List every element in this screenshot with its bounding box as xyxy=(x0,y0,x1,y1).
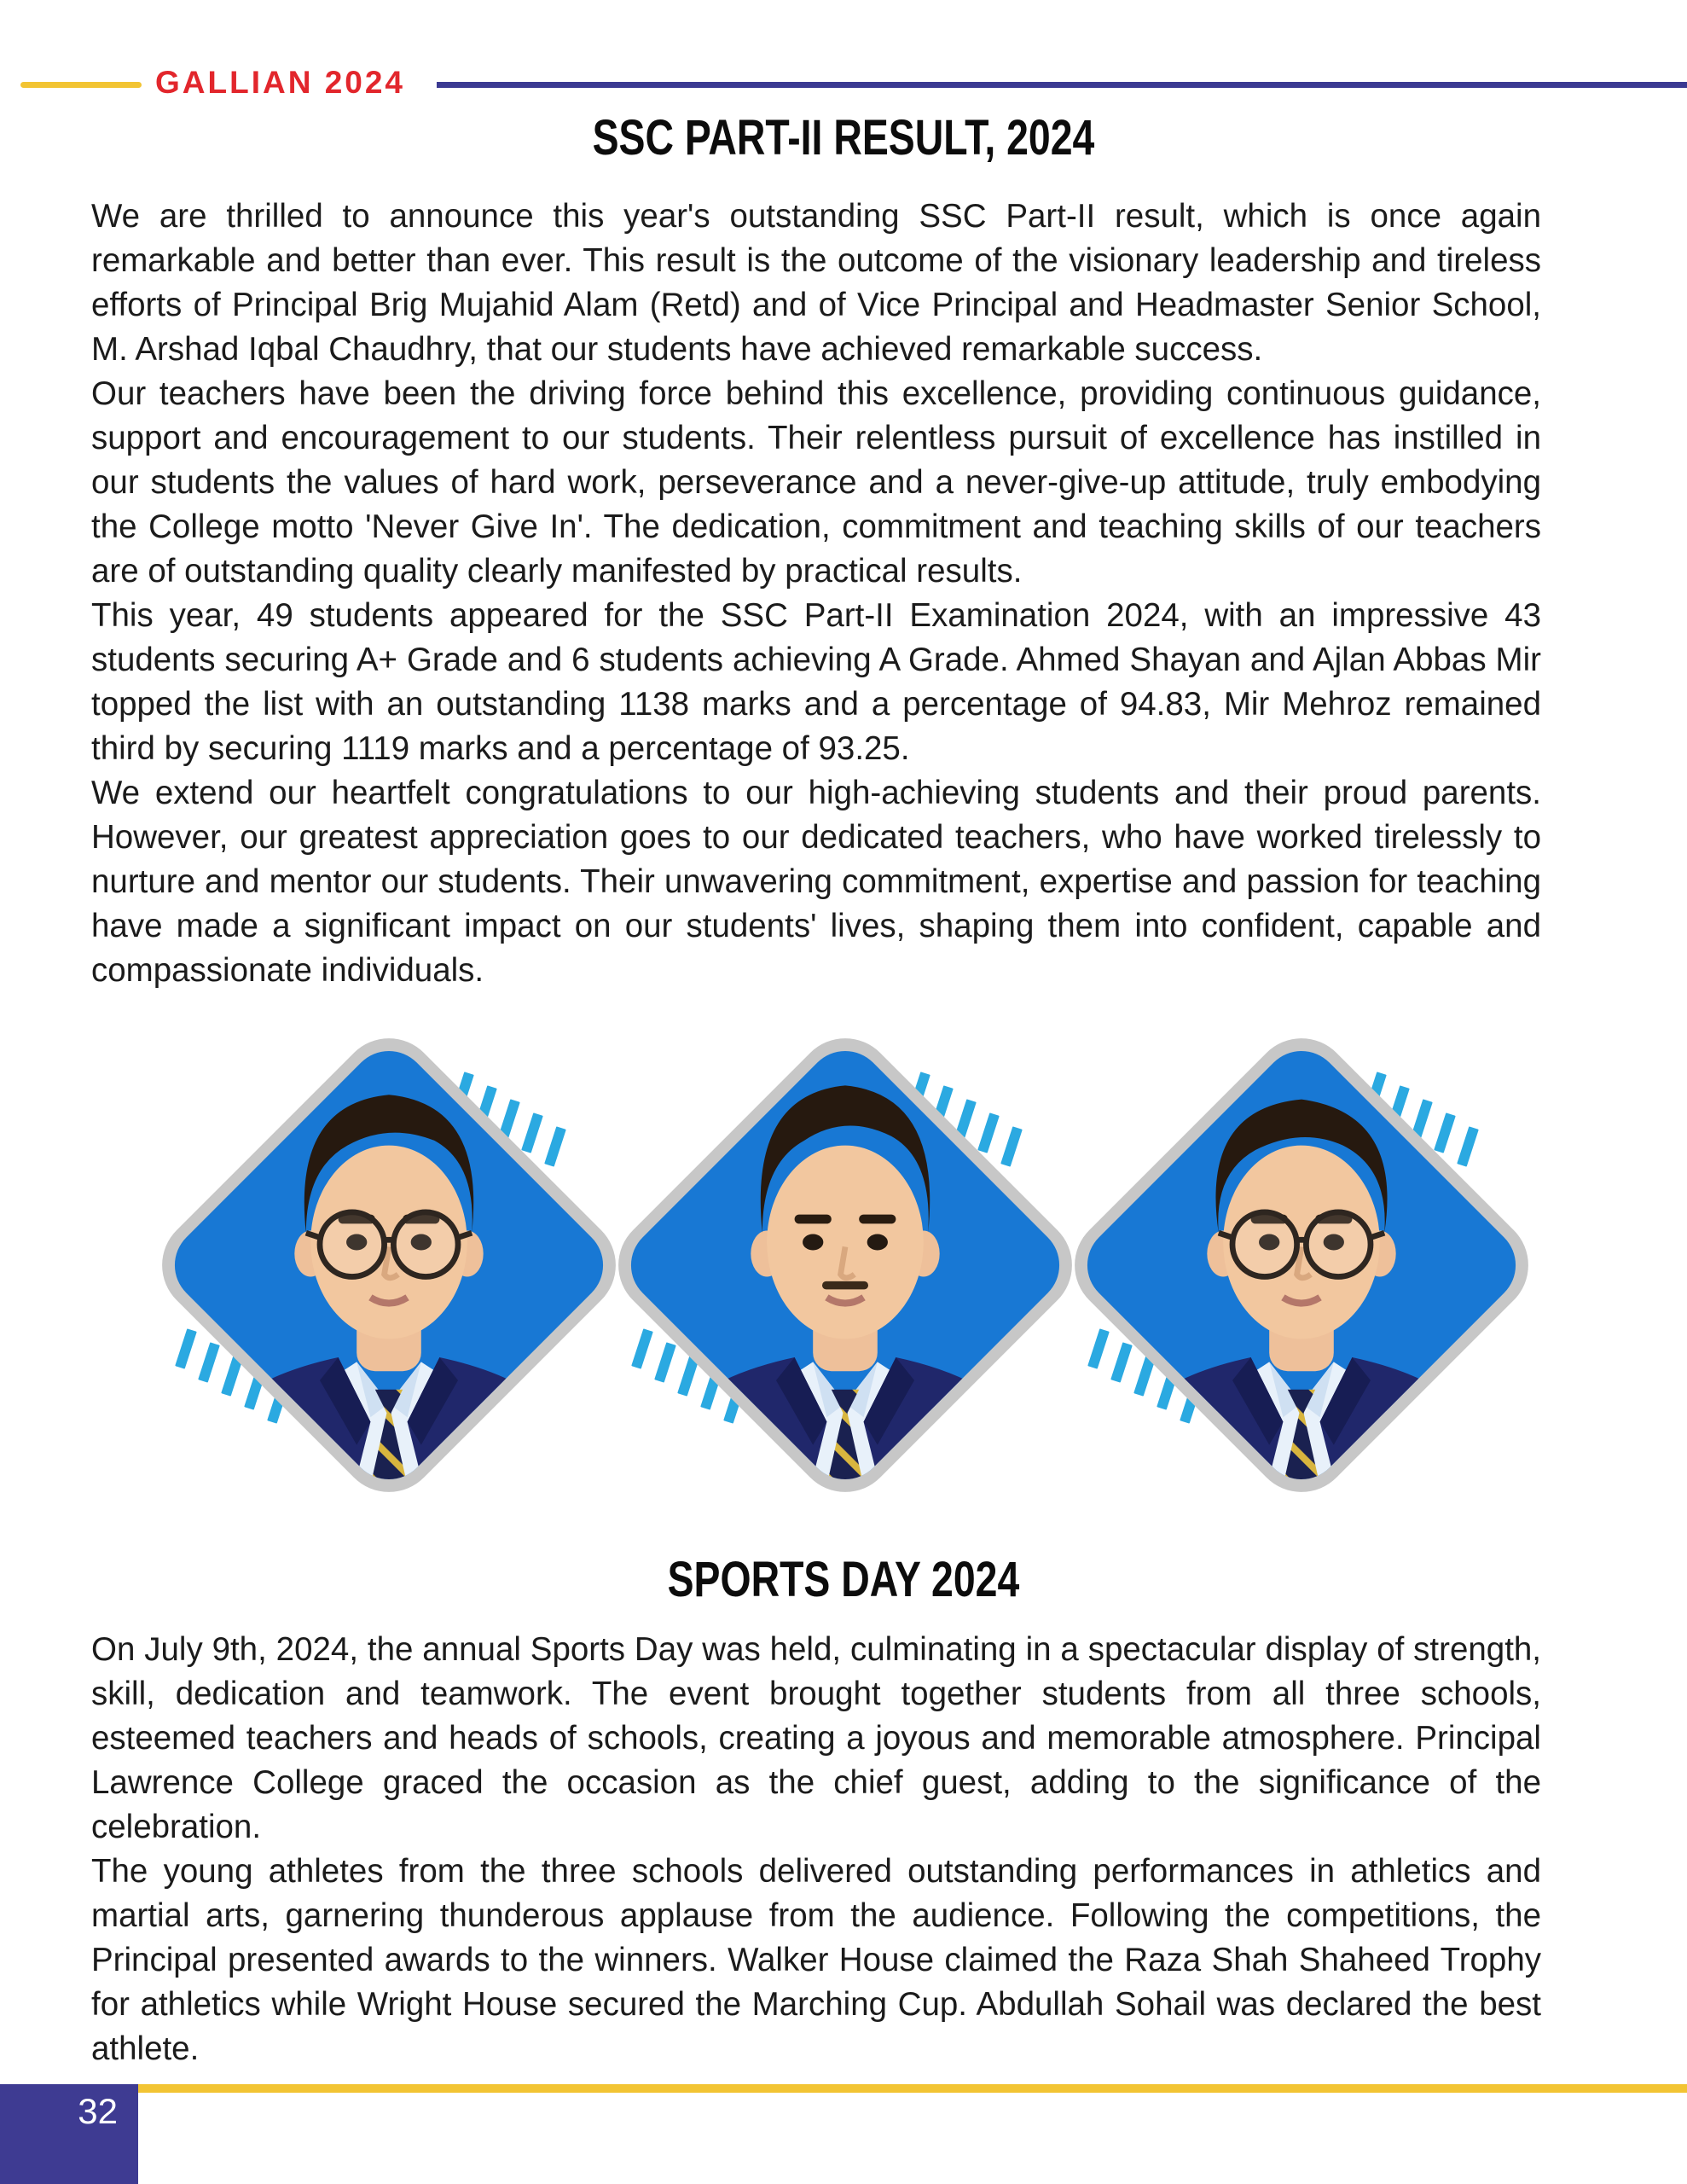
section-title-sports-day xyxy=(0,1554,1687,1606)
magazine-title: GALLIAN 2024 xyxy=(155,65,406,100)
page-header xyxy=(0,65,1687,106)
student-portrait-2 xyxy=(598,1018,1093,1513)
footer-gold-rule xyxy=(138,2084,1687,2093)
paragraph: The young athletes from the three schools delivered outstanding performances in athletics and martial arts, garnering thunderous applause from the audience. Following the competitions, the Principal presented awards to the winners. Walker House claimed the Raza Shah Shaheed Trophy for athletics while Wright House secured the Marching Cup. Abdullah Sohail was declared the best athlete. xyxy=(91,1853,1541,2067)
header-indigo-rule xyxy=(437,82,1687,88)
header-gold-rule xyxy=(20,82,142,88)
paragraph: This year, 49 students appeared for the SSC Part-II Examination 2024, with an impressive 43 students securing A+ Grade and 6 students achieving A Grade. Ahmed Shayan and Ajlan Abbas Mir topped the list with an outstanding 1138 marks and a percentage of 94.83, Mir Mehroz remained third by securing 1119 marks and a percentage of 93.25. xyxy=(91,597,1541,767)
section-title-text: SPORTS DAY 2024 xyxy=(667,1552,1020,1607)
ssc-result-article xyxy=(91,195,1541,993)
paragraph: We extend our heartfelt congratulations to our high-achieving students and their proud parents. However, our greatest appreciation goes to our dedicated teachers, who have worked tirelessly to nurture and mentor our students. Their unwavering commitment, expertise and passion for teaching have made a significant impact on our students' lives, shaping them into confident, capable and compassionate individuals. xyxy=(91,775,1541,989)
page-number-box xyxy=(0,2084,138,2184)
sports-day-article xyxy=(91,1628,1541,2071)
student-portrait-3 xyxy=(1054,1018,1549,1513)
section-title-ssc-result xyxy=(0,110,1687,166)
paragraph: On July 9th, 2024, the annual Sports Day was held, culminating in a spectacular display of strength, skill, dedication and teamwork. The event brought together students from all three schools, esteemed teachers and heads of schools, creating a joyous and memorable atmosphere. Principal Lawrence College graced the occasion as the chief guest, adding to the significance of the celebration. xyxy=(91,1631,1541,1845)
section-title-text: SSC PART-II RESULT, 2024 xyxy=(592,110,1095,166)
paragraph: Our teachers have been the driving force behind this excellence, providing continuous guidance, support and encouragement to our students. Their relentless pursuit of excellence has instilled in our students the values of hard work, perseverance and a never-give-up attitude, truly embodying the College motto 'Never Give In'. The dedication, commitment and teaching skills of our teachers are of outstanding quality clearly manifested by practical results. xyxy=(91,375,1541,590)
page-number: 32 xyxy=(78,2091,118,2131)
paragraph: We are thrilled to announce this year's outstanding SSC Part-II result, which is once again remarkable and better than ever. This result is the outcome of the visionary leadership and tireless efforts of Principal Brig Mujahid Alam (Retd) and of Vice Principal and Headmaster Senior School, M. Arshad Iqbal Chaudhry, that our students have achieved remarkable success. xyxy=(91,198,1541,368)
student-portrait-1 xyxy=(142,1018,636,1513)
student-photos-row xyxy=(142,1018,1549,1514)
